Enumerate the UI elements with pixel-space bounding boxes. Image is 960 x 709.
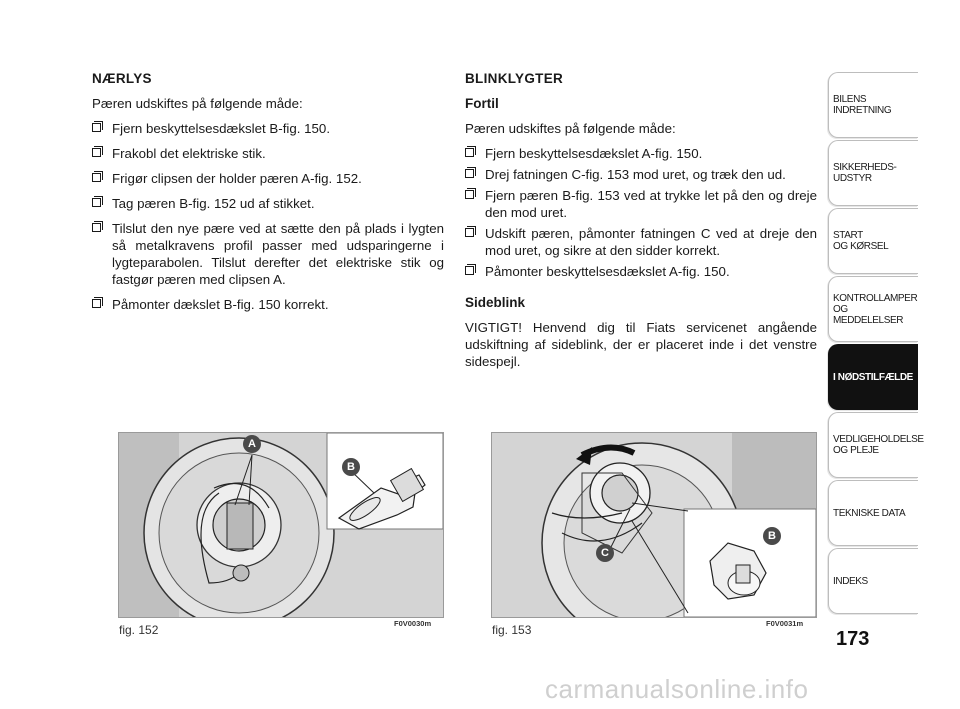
list-item: Frakobl det elektriske stik. — [92, 145, 444, 162]
label-b-badge: B — [342, 458, 360, 476]
tab-tekniske-data[interactable]: TEKNISKE DATA — [828, 480, 918, 546]
step-list — [465, 145, 817, 280]
checkbox-bullet-icon — [465, 266, 474, 275]
step-list — [92, 120, 444, 313]
tab-indeks[interactable]: INDEKS — [828, 548, 918, 614]
list-item: Fjern pæren B-fig. 153 ved at trykke let på den og dreje den mod uret. — [465, 187, 817, 221]
list-item: Frigør clipsen der holder pæren A-fig. 152. — [92, 170, 444, 187]
indicator-bulb-illustration — [492, 433, 816, 617]
tab-i-nodstilfaelde[interactable]: I NØDSTILFÆLDE — [828, 344, 918, 410]
intro-text: Pæren udskiftes på følgende måde: — [92, 96, 303, 111]
list-item: Udskift pæren, påmonter fatningen C ved at dreje den mod uret, og sikre at den sidder korrekt. — [465, 225, 817, 259]
tab-bilens-indretning[interactable]: BILENS INDRETNING — [828, 72, 918, 138]
headlamp-bulb-illustration — [119, 433, 443, 617]
tab-vedligeholdelse[interactable]: VEDLIGEHOLDELSE OG PLEJE — [828, 412, 918, 478]
label-b-badge: B — [763, 527, 781, 545]
figure-153-illustration — [491, 432, 817, 618]
subheading-front: Fortil — [465, 96, 499, 111]
label-c-badge: C — [596, 544, 614, 562]
intro-text: Pæren udskiftes på følgende måde: — [465, 121, 676, 136]
left-column — [92, 70, 444, 321]
checkbox-bullet-icon — [465, 169, 474, 178]
side-indicator-text: VIGTIGT! Henvend dig til Fiats servicenet angående udskiftning af sideblink, der er placeret inde i det venstre sidespejl. — [465, 320, 817, 369]
checkbox-bullet-icon — [92, 148, 101, 157]
label-a-badge: A — [243, 435, 261, 453]
figure-153-caption: fig. 153 — [492, 623, 532, 637]
list-item: Tag pæren B-fig. 152 ud af stikket. — [92, 195, 444, 212]
tab-sikkerhedsudstyr[interactable]: SIKKERHEDS- UDSTYR — [828, 140, 918, 206]
checkbox-bullet-icon — [465, 228, 474, 237]
section-heading-indicators: BLINKLYGTER — [465, 71, 564, 86]
tab-kontrollamper[interactable]: KONTROLLAMPER OG MEDDELELSER — [828, 276, 918, 342]
checkbox-bullet-icon — [92, 173, 101, 182]
list-item: Drej fatningen C-fig. 153 mod uret, og træk den ud. — [465, 166, 817, 183]
checkbox-bullet-icon — [92, 223, 101, 232]
figure-153-code: F0V0031m — [766, 619, 804, 628]
list-item: Påmonter beskyttelsesdækslet A-fig. 150. — [465, 263, 817, 280]
checkbox-bullet-icon — [465, 148, 474, 157]
figure-152-illustration — [118, 432, 444, 618]
checkbox-bullet-icon — [465, 190, 474, 199]
figure-152-caption: fig. 152 — [119, 623, 159, 637]
subheading-side-indicator: Sideblink — [465, 295, 526, 310]
watermark-text: carmanualsonline.info — [545, 674, 809, 704]
figure-152-code: F0V0030m — [394, 619, 432, 628]
list-item: Tilslut den nye pære ved at sætte den på plads i lygten så metalkravens profil passer med udsparingerne i lygteparabolen. Tilslut derefter det elektriske stik og fastgør pæren med clipsen A. — [92, 220, 444, 288]
checkbox-bullet-icon — [92, 299, 101, 308]
section-heading-low-beam: NÆRLYS — [92, 71, 152, 86]
list-item: Fjern beskyttelsesdækslet A-fig. 150. — [465, 145, 817, 162]
page-number: 173 — [836, 628, 870, 650]
right-column — [465, 70, 817, 378]
tab-start-og-korsel[interactable]: START OG KØRSEL — [828, 208, 918, 274]
checkbox-bullet-icon — [92, 198, 101, 207]
checkbox-bullet-icon — [92, 123, 101, 132]
list-item: Fjern beskyttelsesdækslet B-fig. 150. — [92, 120, 444, 137]
list-item: Påmonter dækslet B-fig. 150 korrekt. — [92, 296, 444, 313]
